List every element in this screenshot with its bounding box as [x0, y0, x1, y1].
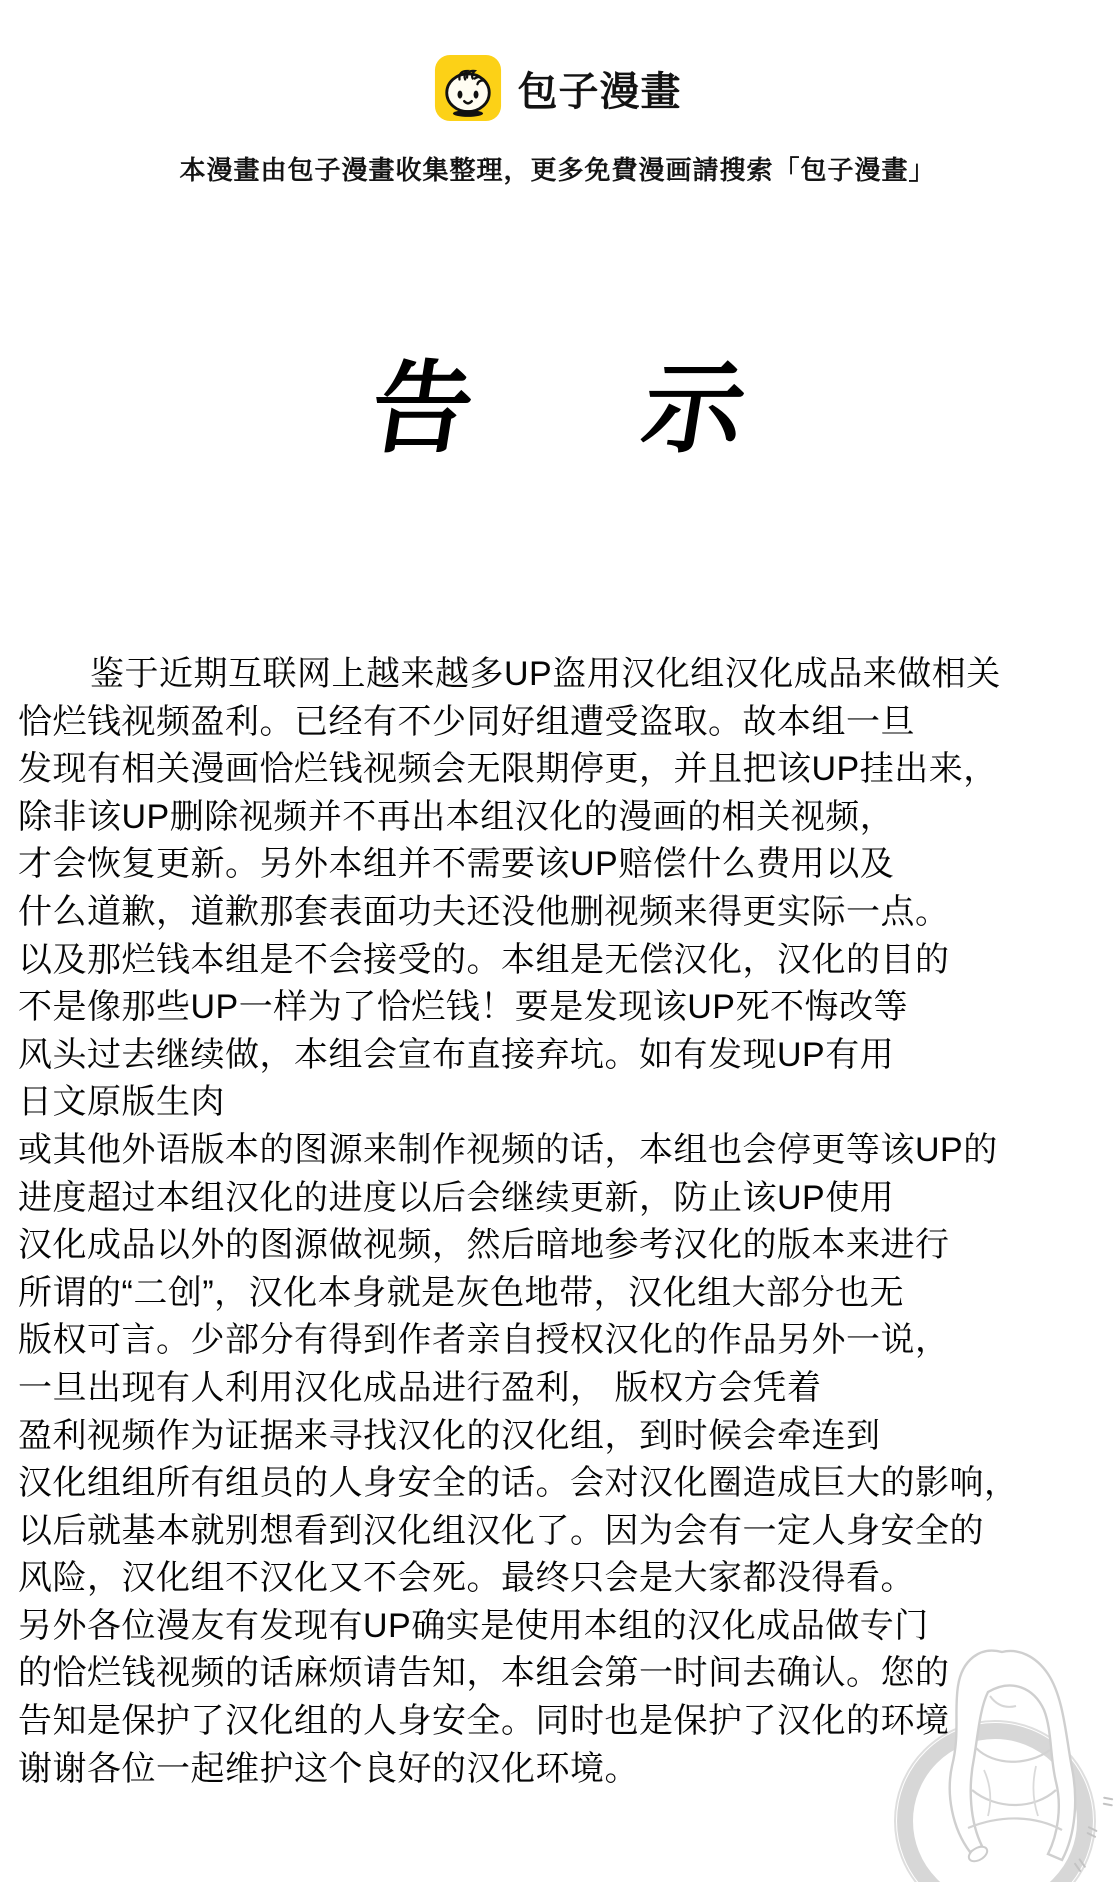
notice-line: 进度超过本组汉化的进度以后会继续更新，防止该UP使用: [18, 1178, 895, 1217]
notice-line: 告知是保护了汉化组的人身安全。同时也是保护了汉化的环境: [18, 1702, 950, 1741]
notice-line: 谢谢各位一起维护这个良好的汉化环境。: [18, 1749, 639, 1788]
notice-line: 一旦出现有人利用汉化成品进行盈利， 版权方会凭着: [18, 1368, 822, 1407]
notice-title-char: 示: [634, 353, 753, 465]
notice-line: 发现有相关漫画恰烂钱视频会无限期停更，并且把该UP挂出来，: [18, 750, 998, 789]
notice-line: 汉化成品以外的图源做视频，然后暗地参考汉化的版本来进行: [18, 1226, 950, 1265]
notice-line: 风头过去继续做，本组会宣布直接弃坑。如有发现UP有用: [18, 1035, 895, 1074]
notice-line: 的恰烂钱视频的话麻烦请告知，本组会第一时间去确认。您的: [18, 1654, 950, 1693]
notice-line: 才会恢复更新。另外本组并不需要该UP赔偿什么费用以及: [18, 845, 895, 884]
notice-line: 什么道歉，道歉那套表面功夫还没他删视频来得更实际一点。: [18, 892, 950, 931]
notice-line: 盈利视频作为证据来寻找汉化的汉化组，到时候会牵连到: [18, 1416, 881, 1455]
notice-line: 除非该UP删除视频并不再出本组汉化的漫画的相关视频，: [18, 797, 895, 836]
brand-title: 包子漫畫: [517, 69, 682, 114]
notice-line: 版权可言。少部分有得到作者亲自授权汉化的作品另外一说，: [18, 1321, 950, 1360]
notice-line: 所谓的“二创”，汉化本身就是灰色地带，汉化组大部分也无: [18, 1273, 905, 1312]
notice-line: 不是像那些UP一样为了恰烂钱！要是发现该UP死不悔改等: [18, 988, 908, 1027]
notice-line: 汉化组组所有组员的人身安全的话。会对汉化圈造成巨大的影响，: [18, 1464, 1019, 1503]
notice-line: 恰烂钱视频盈利。已经有不少同好组遭受盗取。故本组一旦: [18, 702, 915, 741]
notice-line: 另外各位漫友有发现有UP确实是使用本组的汉化成品做专门: [18, 1606, 929, 1645]
notice-line: 以及那烂钱本组是不会接受的。本组是无偿汉化，汉化的目的: [18, 940, 950, 979]
brand-header: [0, 0, 1115, 122]
notice-line: 或其他外语版本的图源来制作视频的话，本组也会停更等该UP的: [18, 1130, 998, 1169]
notice-title-char: 告: [362, 353, 481, 465]
notice-line: 以后就基本就别想看到汉化组汉化了。因为会有一定人身安全的: [18, 1511, 984, 1550]
notice-line: 日文原版生肉: [18, 1083, 225, 1122]
notice-title: [0, 353, 1115, 465]
notice-line: 鉴于近期互联网上越来越多UP盗用汉化组汉化成品来做相关: [90, 655, 1001, 693]
notice-body: [0, 651, 1115, 1793]
brand-tagline: 本漫畫由包子漫畫收集整理，更多免費漫画請搜索「包子漫畫」: [179, 155, 936, 185]
baozi-bun-icon: [434, 54, 502, 122]
notice-line: 风险，汉化组不汉化又不会死。最终只会是大家都没得看。: [18, 1559, 915, 1598]
